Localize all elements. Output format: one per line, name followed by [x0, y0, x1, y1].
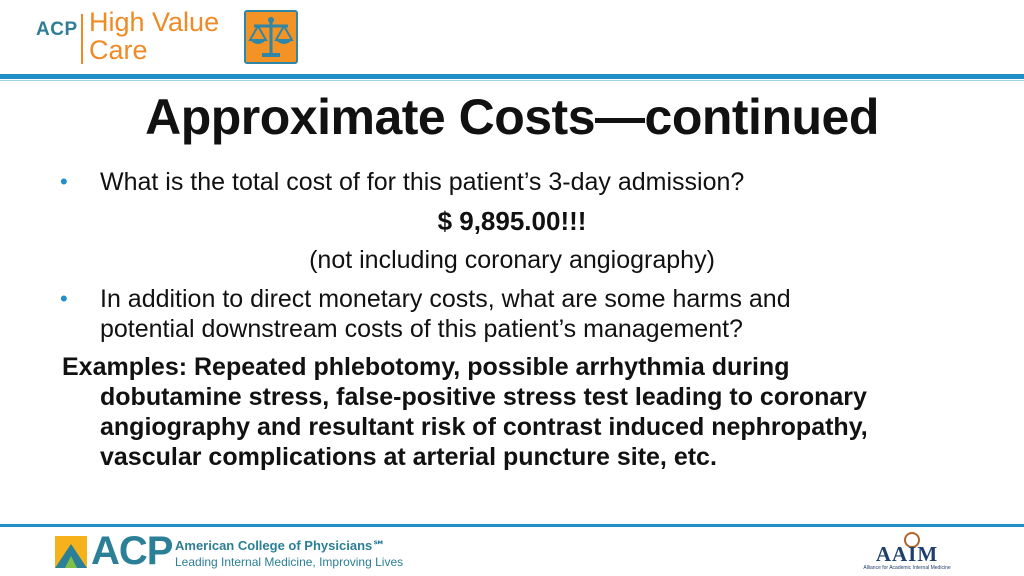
- high-value-care-text: [89, 8, 219, 64]
- bullet-2-line-2: potential downstream costs of this patient’s management?: [100, 315, 743, 343]
- total-cost-note: (not including coronary angiography): [309, 246, 715, 274]
- logo-line-1: High Value: [89, 7, 220, 37]
- header-divider: [0, 74, 1024, 79]
- bullet-text-2: [100, 284, 960, 344]
- slide-title: Approximate Costs—continued: [145, 89, 879, 145]
- examples-line-3: angiography and resultant risk of contrast induced nephropathy,: [100, 413, 868, 441]
- examples-line-1: Examples: Repeated phlebotomy, possible arrhythmia during: [62, 353, 790, 381]
- acp-logo-text: ACP: [36, 19, 78, 40]
- header-divider-thin: [0, 80, 1024, 81]
- aaim-logo: [852, 530, 972, 574]
- examples-line-2: dobutamine stress, false-positive stress test leading to coronary: [100, 383, 867, 411]
- footer-divider: [0, 524, 1024, 527]
- acp-wordmark: ACP: [91, 529, 173, 573]
- bullet-icon: •: [60, 286, 68, 311]
- examples-paragraph: [62, 352, 962, 472]
- bullet-text-1: What is the total cost of for this patient’s 3-day admission?: [100, 168, 745, 196]
- balance-scale-icon: [244, 10, 298, 64]
- acp-org-name: American College of Physicians℠: [175, 538, 386, 553]
- examples-line-4: vascular complications at arterial puncture site, etc.: [100, 443, 717, 471]
- aaim-subtitle: Alliance for Academic Internal Medicine: [863, 565, 951, 571]
- bullet-icon: •: [60, 169, 68, 194]
- acp-emblem-icon: [55, 536, 87, 568]
- logo-divider: [81, 14, 83, 64]
- acp-tagline: Leading Internal Medicine, Improving Lives: [175, 555, 404, 569]
- logo-line-2: Care: [89, 35, 148, 65]
- bullet-2-line-1: In addition to direct monetary costs, what are some harms and: [100, 285, 791, 313]
- aaim-wordmark: AAIM: [875, 542, 939, 566]
- total-cost-amount: $ 9,895.00!!!: [437, 206, 587, 236]
